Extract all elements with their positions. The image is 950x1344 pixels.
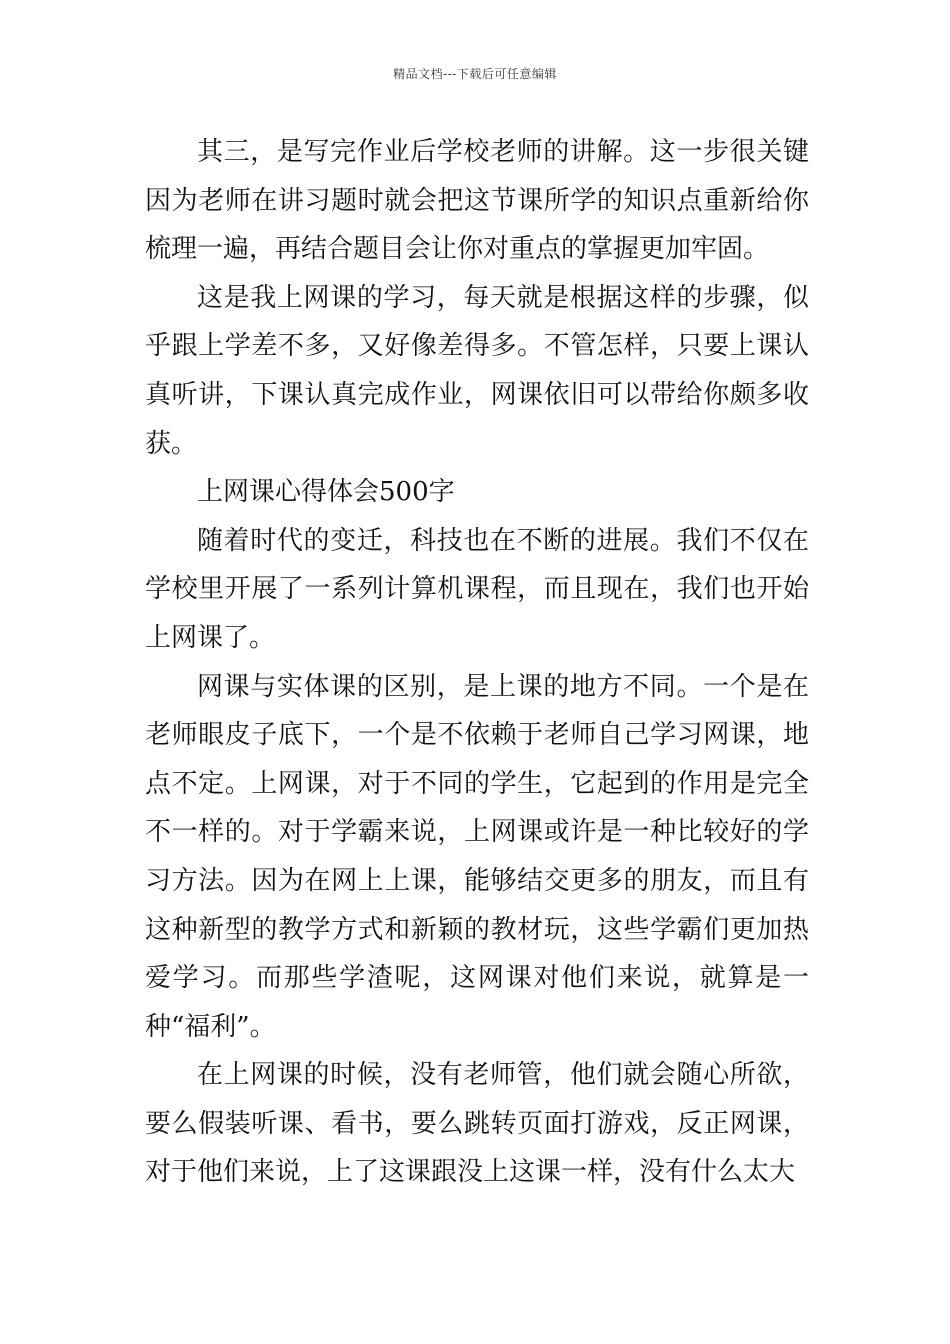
paragraph-no-teacher: 在上网课的时候，没有老师管，他们就会随心所欲，要么假装听课、看书，要么跳转页面打游戏，反正网课，对于他们来说，上了这课跟没上这课一样，没有什么太大: [145, 1060, 809, 1188]
paragraph-times-change: 随着时代的变迁，科技也在不断的进展。我们不仅在学校里开展了一系列计算机课程，而且现在，我们也开始上网课了。: [145, 525, 809, 653]
paragraph-online-learning-summary: 这是我上网课的学习，每天就是根据这样的步骤，似乎跟上学差不多，又好像差得多。不管怎样，只要上课认真听讲，下课认真完成作业，网课依旧可以带给你颇多收获。: [145, 282, 809, 459]
paragraph-class-difference: 网课与实体课的区别，是上课的地方不同。一个是在老师眼皮子底下，一个是不依赖于老师自己学习网课，地点不定。上网课，对于不同的学生，它起到的作用是完全不一样的。对于学霸来说，上网课或许是一种比较好的学习方法。因为在网上上课，能够结交更多的朋友，而且有这种新型的教学方式和新颖的教材玩，这些学霸们更加热爱学习。而那些学渣呢，这网课对他们来说，就算是一种“福利”。: [145, 671, 809, 1042]
section-title: 上网课心得体会500字: [197, 477, 455, 508]
page-header: 精品文档---下载后可任意编辑: [393, 67, 557, 81]
document-body: [145, 128, 809, 1197]
paragraph-lecture-explanation: 其三，是写完作业后学校老师的讲解。这一步很关键因为老师在讲习题时就会把这节课所学的知识点重新给你梳理一遍，再结合题目会让你对重点的掌握更加牢固。: [145, 137, 809, 265]
